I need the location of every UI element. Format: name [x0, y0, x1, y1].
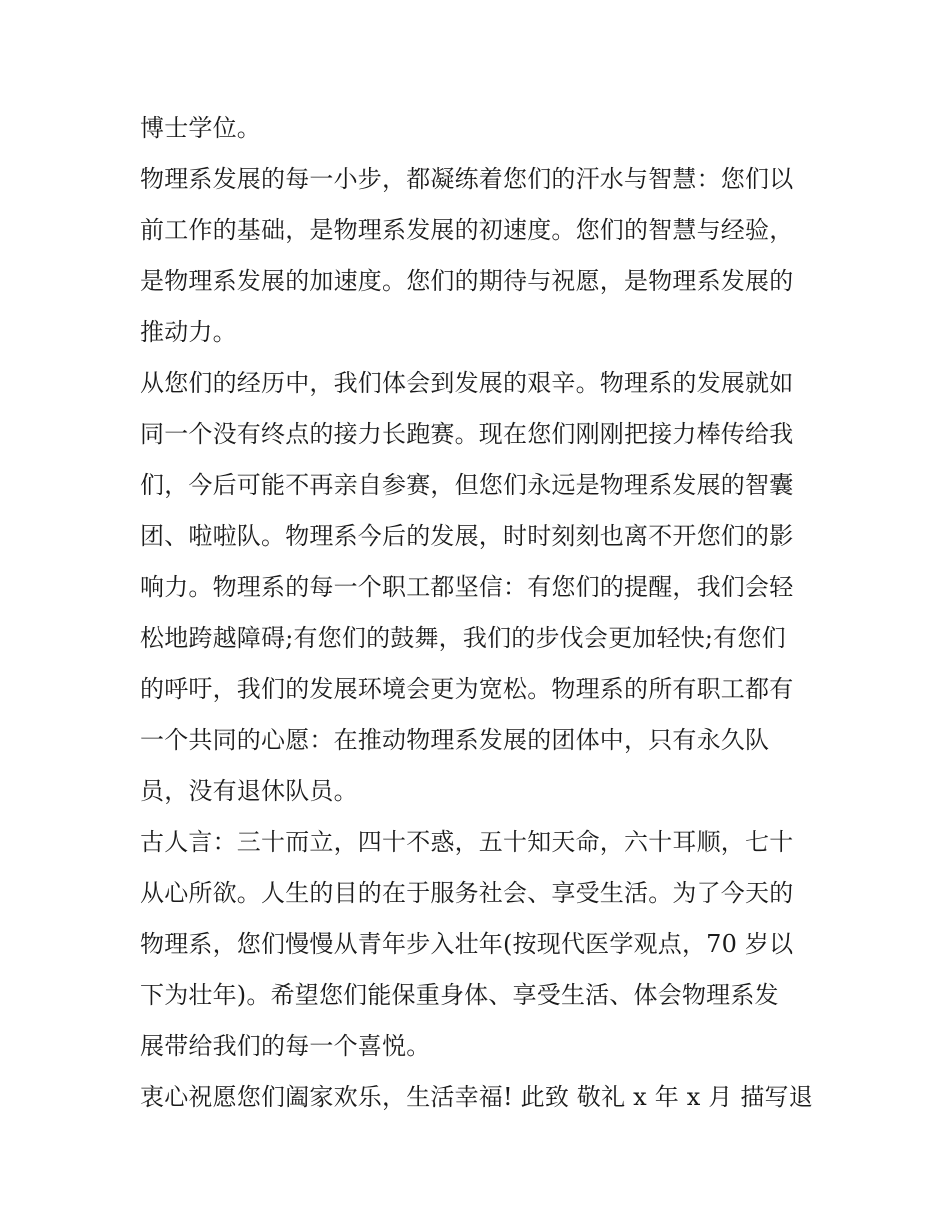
text-line: 响力。物理系的每一个职工都坚信：有您们的提醒，我们会轻: [140, 573, 794, 601]
text-line: 同一个没有终点的接力长跑赛。现在您们刚刚把接力棒传给我: [140, 420, 794, 448]
text-line: 古人言：三十而立，四十不惑，五十知天命，六十耳顺，七十: [140, 828, 794, 856]
text-line: 物理系发展的每一小步，都凝练着您们的汗水与智慧：您们以: [140, 165, 794, 193]
text-line: 松地跨越障碍;有您们的鼓舞，我们的步伐会更加轻快;有您们: [140, 624, 786, 652]
text-line: 从心所欲。人生的目的在于服务社会、享受生活。为了今天的: [140, 879, 794, 907]
text-line: 前工作的基础，是物理系发展的初速度。您们的智慧与经验，: [140, 216, 794, 244]
text-line: 从您们的经历中，我们体会到发展的艰辛。物理系的发展就如: [140, 369, 794, 397]
body-text: [140, 103, 820, 1123]
text-line: 物理系，您们慢慢从青年步入壮年(按现代医学观点，70 岁以: [140, 930, 794, 958]
text-line: 是物理系发展的加速度。您们的期待与祝愿，是物理系发展的: [140, 267, 794, 295]
text-line: 团、啦啦队。物理系今后的发展，时时刻刻也离不开您们的影: [140, 522, 794, 550]
text-line: 推动力。: [140, 318, 237, 346]
text-line: 下为壮年)。希望您们能保重身体、享受生活、体会物理系发: [140, 981, 779, 1009]
text-line: 的呼吁，我们的发展环境会更为宽松。物理系的所有职工都有: [140, 675, 794, 703]
text-line: 博士学位。: [140, 114, 261, 142]
text-line: 们，今后可能不再亲自参赛，但您们永远是物理系发展的智囊: [140, 471, 794, 499]
text-line: 一个共同的心愿：在推动物理系发展的团体中，只有永久队: [140, 726, 770, 754]
text-line: 员，没有退休队员。: [140, 777, 358, 805]
text-line: 展带给我们的每一个喜悦。: [140, 1032, 431, 1060]
text-line: 衷心祝愿您们阖家欢乐，生活幸福! 此致 敬礼 x 年 x 月 描写退: [140, 1083, 813, 1111]
